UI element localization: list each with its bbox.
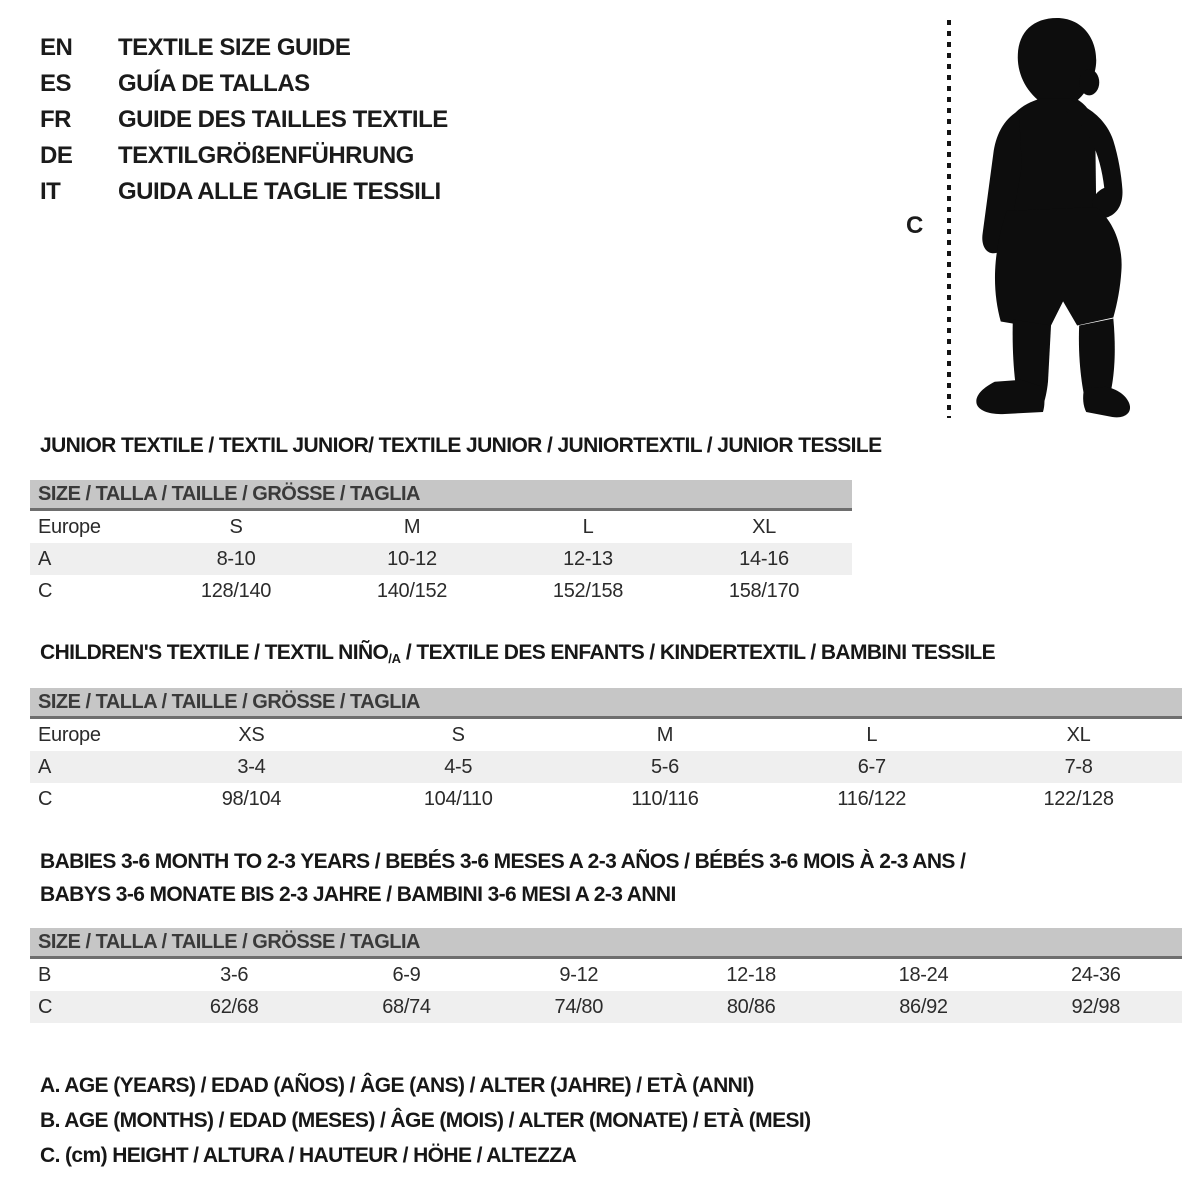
language-title-list bbox=[40, 30, 448, 210]
age-cell: 10-12 bbox=[387, 547, 437, 570]
language-row-en bbox=[40, 30, 448, 66]
language-title: TEXTILE SIZE GUIDE bbox=[118, 34, 351, 61]
height-cell: 98/104 bbox=[221, 787, 282, 810]
children-size-table bbox=[30, 688, 1182, 815]
height-cell: 158/170 bbox=[728, 579, 800, 602]
height-cell: 74/80 bbox=[554, 995, 604, 1018]
table-row-height-cm bbox=[30, 783, 1182, 815]
height-cell: 152/158 bbox=[552, 579, 624, 602]
babies-section-heading bbox=[40, 845, 1160, 911]
height-cell: 86/92 bbox=[899, 995, 948, 1018]
language-title: GUIDA ALLE TAGLIE TESSILI bbox=[118, 178, 441, 205]
age-cell: 4-5 bbox=[444, 755, 473, 778]
language-code: FR bbox=[40, 106, 71, 133]
language-code: IT bbox=[40, 178, 61, 205]
size-cell: XL bbox=[1066, 723, 1091, 746]
legend-age-years: A. AGE (YEARS) / EDAD (AÑOS) / ÂGE (ANS) / ALTER (JAHRE) / ETÀ (ANNI) bbox=[40, 1074, 754, 1097]
height-cell: 62/68 bbox=[209, 995, 259, 1018]
size-cell: S bbox=[451, 723, 465, 746]
size-cell: L bbox=[866, 723, 878, 746]
size-table-header: SIZE / TALLA / TAILLE / GRÖSSE / TAGLIA bbox=[30, 480, 852, 511]
language-row-de bbox=[40, 138, 448, 174]
age-cell: 6-9 bbox=[392, 963, 421, 986]
row-label: B bbox=[38, 963, 52, 986]
row-label: C bbox=[38, 787, 53, 810]
table-row-europe bbox=[30, 511, 852, 543]
table-row-age-months bbox=[30, 959, 1182, 991]
size-cell: S bbox=[229, 515, 243, 538]
age-cell: 12-13 bbox=[563, 547, 613, 570]
language-row-fr bbox=[40, 102, 448, 138]
height-cell: 140/152 bbox=[376, 579, 448, 602]
babies-size-table bbox=[30, 928, 1182, 1023]
language-code: DE bbox=[40, 142, 73, 169]
measurement-legend bbox=[40, 1068, 811, 1173]
toddler-silhouette-icon bbox=[962, 18, 1134, 420]
language-title: GUÍA DE TALLAS bbox=[118, 70, 310, 97]
junior-size-table bbox=[30, 480, 852, 607]
age-cell: 7-8 bbox=[1064, 755, 1093, 778]
height-cell: 122/128 bbox=[1043, 787, 1114, 810]
row-label: A bbox=[38, 547, 52, 570]
age-cell: 18-24 bbox=[898, 963, 949, 986]
heading-line-1: BABIES 3-6 MONTH TO 2-3 YEARS / BEBÉS 3-6 MESES A 2-3 AÑOS / BÉBÉS 3-6 MOIS À 2-3 ANS / bbox=[40, 850, 966, 873]
heading-line-2: BABYS 3-6 MONATE BIS 2-3 JAHRE / BAMBINI 3-6 MESI A 2-3 ANNI bbox=[40, 883, 676, 906]
legend-height-cm: C. (cm) HEIGHT / ALTURA / HAUTEUR / HÖHE / ALTEZZA bbox=[40, 1144, 577, 1167]
language-row-es bbox=[40, 66, 448, 102]
size-table-header: SIZE / TALLA / TAILLE / GRÖSSE / TAGLIA bbox=[30, 688, 1182, 719]
age-cell: 3-6 bbox=[220, 963, 249, 986]
table-row-height-cm bbox=[30, 991, 1182, 1023]
table-row-height-cm bbox=[30, 575, 852, 607]
language-row-it bbox=[40, 174, 448, 210]
height-cell: 104/110 bbox=[423, 787, 493, 810]
age-cell: 14-16 bbox=[739, 547, 789, 570]
height-cell: 92/98 bbox=[1071, 995, 1121, 1018]
age-cell: 3-4 bbox=[237, 755, 266, 778]
row-label: C bbox=[38, 579, 53, 602]
height-cell: 68/74 bbox=[382, 995, 431, 1018]
legend-age-months: B. AGE (MONTHS) / EDAD (MESES) / ÂGE (MOIS) / ALTER (MONATE) / ETÀ (MESI) bbox=[40, 1109, 811, 1132]
height-cell: 128/140 bbox=[200, 579, 272, 602]
heading-subscript: /A bbox=[388, 651, 401, 666]
size-cell: M bbox=[656, 723, 674, 746]
height-measure-label: C bbox=[906, 212, 924, 239]
row-label: C bbox=[38, 995, 53, 1018]
row-label: A bbox=[38, 755, 52, 778]
row-label: Europe bbox=[38, 515, 101, 538]
age-cell: 9-12 bbox=[559, 963, 599, 986]
heading-text: / TEXTILE DES ENFANTS / KINDERTEXTIL / BAMBINI TESSILE bbox=[400, 641, 996, 664]
size-table-header: SIZE / TALLA / TAILLE / GRÖSSE / TAGLIA bbox=[30, 928, 1182, 959]
language-code: EN bbox=[40, 34, 73, 61]
height-cell: 80/86 bbox=[726, 995, 776, 1018]
heading-text: CHILDREN'S TEXTILE / TEXTIL NIÑO bbox=[40, 641, 389, 664]
size-cell: L bbox=[582, 515, 594, 538]
table-row-europe bbox=[30, 719, 1182, 751]
size-cell: XL bbox=[752, 515, 776, 538]
table-row-age-years bbox=[30, 751, 1182, 783]
language-title: TEXTILGRÖßENFÜHRUNG bbox=[118, 142, 414, 169]
age-cell: 6-7 bbox=[857, 755, 886, 778]
language-code: ES bbox=[40, 70, 72, 97]
children-section-heading bbox=[40, 641, 995, 666]
height-cell: 110/116 bbox=[631, 787, 699, 810]
height-cell: 116/122 bbox=[837, 787, 907, 810]
age-cell: 24-36 bbox=[1070, 963, 1121, 986]
junior-section-heading: JUNIOR TEXTILE / TEXTIL JUNIOR/ TEXTILE JUNIOR / JUNIORTEXTIL / JUNIOR TESSILE bbox=[40, 434, 882, 457]
table-row-age-years bbox=[30, 543, 852, 575]
size-cell: XS bbox=[238, 723, 265, 746]
age-cell: 12-18 bbox=[726, 963, 776, 986]
language-title: GUIDE DES TAILLES TEXTILE bbox=[118, 106, 448, 133]
size-cell: M bbox=[403, 515, 421, 538]
age-cell: 8-10 bbox=[216, 547, 256, 570]
age-cell: 5-6 bbox=[650, 755, 679, 778]
height-measure-dashed-line bbox=[947, 20, 951, 418]
row-label: Europe bbox=[38, 723, 101, 746]
